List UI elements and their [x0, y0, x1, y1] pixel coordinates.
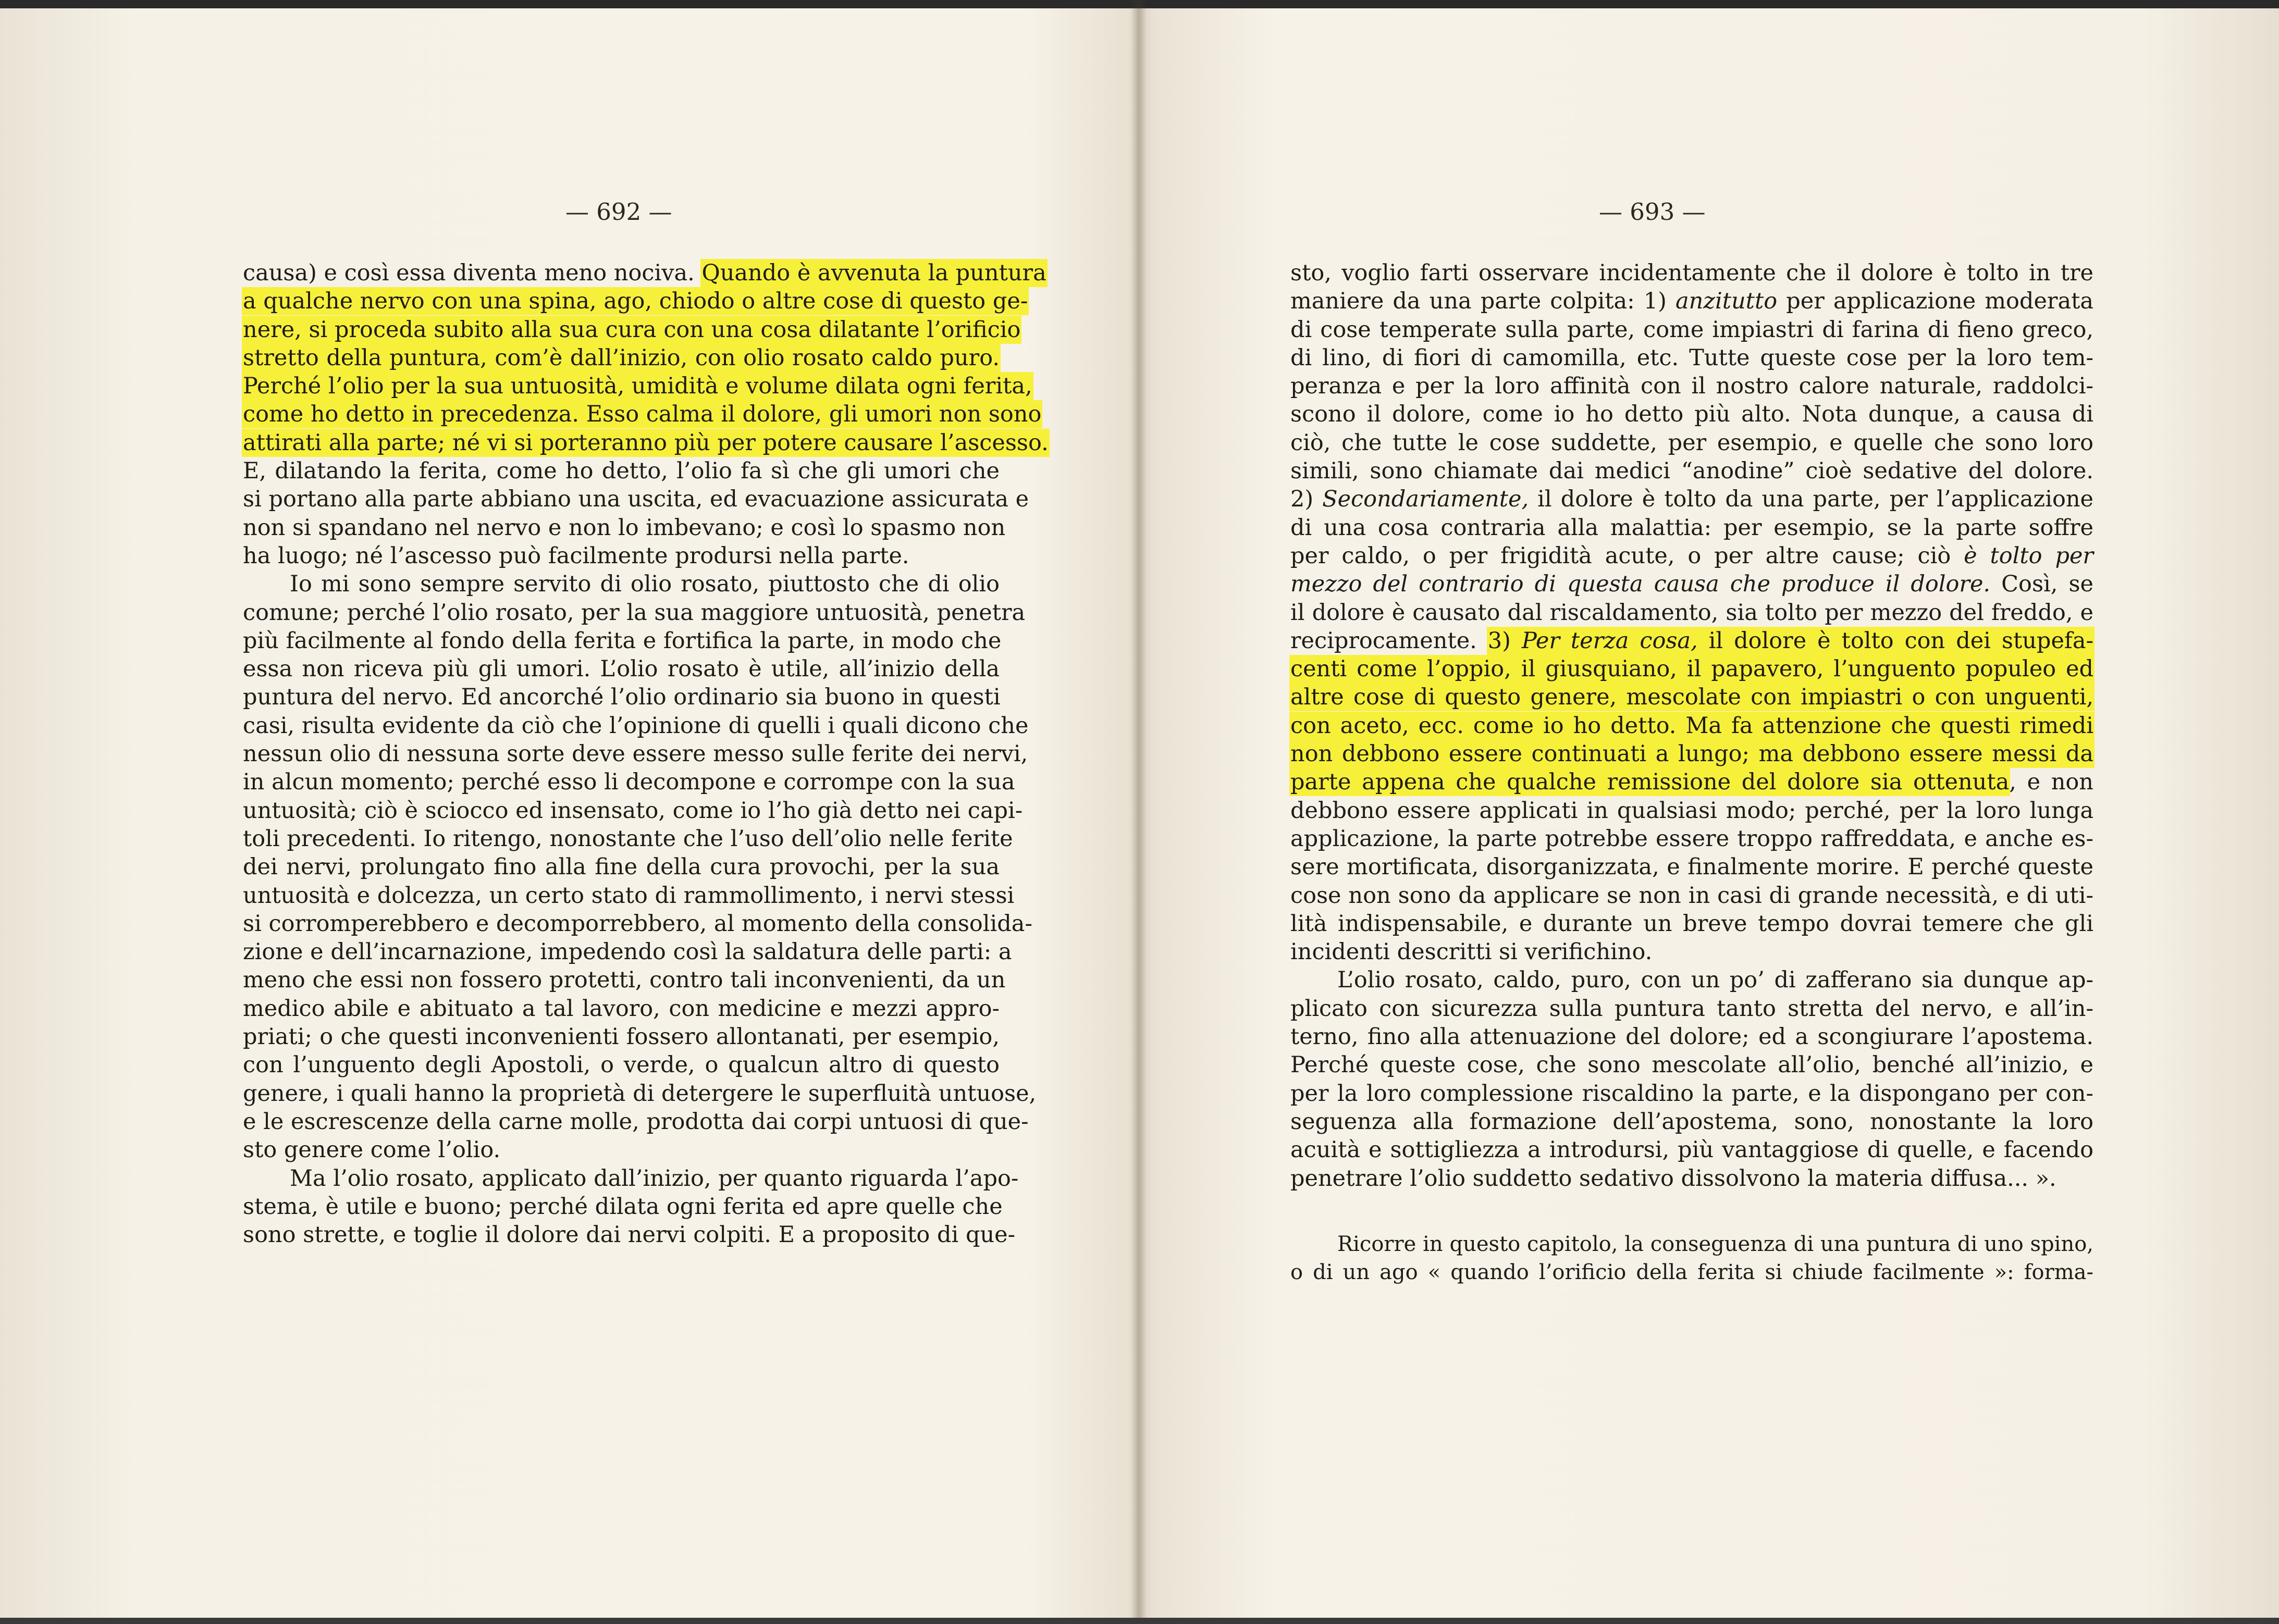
text-line — [243, 712, 1029, 740]
text-segment: ciò, che tutte le cose suddette, per esempio, e quelle che sono loro — [1290, 429, 2093, 456]
text-line — [243, 1136, 1000, 1164]
text-line — [1290, 966, 2093, 994]
text-segment: comune; perché l’olio rosato, per la sua maggiore untuosità, penetra — [243, 599, 1026, 626]
text-segment: sto genere come l’olio. — [243, 1137, 501, 1163]
text-segment: Secondariamente, — [1322, 486, 1529, 513]
text-segment: sono strette, e toglie il dolore dai nervi colpiti. E a proposito di que- — [243, 1222, 1016, 1248]
text-segment: , e non — [2009, 769, 2093, 796]
text-segment: applicazione, la parte potrebbe essere troppo raffreddata, e anche es- — [1290, 825, 2093, 852]
text-line — [243, 344, 1000, 372]
highlighted-text — [243, 401, 1041, 427]
right-page — [1140, 0, 2279, 1624]
text-segment: si corromperebbero e decomporrebbero, al momento della consolida- — [243, 910, 1032, 937]
text-line — [1290, 740, 2093, 768]
highlighted-text — [701, 260, 1046, 286]
text-line — [1290, 655, 2093, 683]
text-line — [1290, 287, 2093, 315]
text-segment: essa non riceva più gli umori. L’olio rosato è utile, all’inizio della — [243, 656, 1000, 683]
text-segment: plicato con sicurezza sulla puntura tanto stretta del nervo, e all’in- — [1290, 995, 2093, 1022]
text-line — [1290, 1259, 2093, 1287]
text-segment: meno che essi non fossero protetti, contro tali inconvenienti, da un — [243, 967, 1006, 994]
text-segment: attirati alla parte; né vi si porteranno più per potere causare l’ascesso. — [243, 429, 1049, 456]
right-page-text — [1290, 259, 2093, 1193]
text-segment: di cose temperate sulla parte, come impiastri di farina di fieno greco, — [1290, 316, 2093, 343]
text-segment: di una cosa contraria alla malattia: per esempio, se la parte soffre — [1290, 514, 2093, 541]
text-line — [243, 1080, 1037, 1108]
text-line — [243, 599, 1026, 627]
highlighted-text — [243, 345, 1000, 371]
text-segment: in alcun momento; perché esso li decompone e corrompe con la sua — [243, 769, 1015, 796]
text-line — [1290, 627, 2093, 655]
text-line — [243, 627, 1000, 655]
text-segment: Ricorre in questo capitolo, la conseguenza di una puntura di uno spino, — [1337, 1232, 2093, 1256]
text-segment: toli precedenti. Io ritengo, nonostante che l’uso dell’olio nelle ferite — [243, 825, 1013, 852]
text-segment: stretto della puntura, com’è dall’inizio, con olio rosato caldo puro. — [243, 344, 1000, 371]
highlighted-text — [1290, 713, 2093, 739]
text-segment: Ma l’olio rosato, applicato dall’inizio, per quanto riguarda l’apo- — [290, 1165, 1019, 1192]
text-line — [1290, 1108, 2093, 1136]
text-segment: con aceto, ecc. come io ho detto. Ma fa attenzione che questi rimedi — [1290, 712, 2093, 739]
text-line — [243, 683, 1000, 711]
text-line — [1290, 995, 2093, 1023]
text-line — [243, 966, 1006, 994]
text-segment: maniere da una parte colpita: 1) — [1290, 288, 1676, 315]
highlighted-text — [1290, 769, 2009, 795]
text-segment: puntura del nervo. Ed ancorché l’olio ordinario sia buono in questi — [243, 684, 1001, 711]
text-line — [1290, 485, 2093, 513]
text-line — [243, 400, 1042, 428]
text-line — [1290, 259, 2093, 287]
highlighted-text — [1290, 656, 2093, 682]
text-line — [243, 768, 1015, 796]
text-line — [1290, 514, 2093, 542]
text-line — [1290, 683, 2093, 711]
text-segment: stema, è utile e buono; perché dilata ogni ferita ed apre quelle che — [243, 1193, 1003, 1220]
text-line — [243, 910, 1032, 938]
text-line — [243, 797, 1023, 825]
text-segment: penetrare l’olio suddetto sedativo dissolvono la materia diffusa... ». — [1290, 1165, 2056, 1192]
text-segment: ha luogo; né l’ascesso può facilmente prodursi nella parte. — [243, 542, 909, 569]
text-segment: il dolore è tolto con dei stupefa- — [1697, 627, 2093, 654]
text-segment: Per terza cosa, — [1521, 627, 1698, 654]
text-segment: è tolto per — [1964, 542, 2093, 569]
highlighted-text — [1290, 684, 2093, 710]
text-segment: debbono essere applicati in qualsiasi modo; perché, per la loro lunga — [1290, 797, 2093, 824]
text-line — [1290, 542, 2093, 570]
text-segment: sto, voglio farti osservare incidentamente che il dolore è tolto in tre — [1290, 260, 2093, 286]
text-line — [243, 457, 1000, 485]
text-line — [243, 1193, 1003, 1221]
text-segment: di lino, di fiori di camomilla, etc. Tutte queste cose per la loro tem- — [1290, 344, 2093, 371]
text-line — [1290, 316, 2093, 344]
text-segment: per la loro complessione riscaldino la parte, e la dispongano per con- — [1290, 1080, 2093, 1107]
text-segment: con l’unguento degli Apostoli, o verde, o qualcun altro di questo — [243, 1052, 1000, 1078]
text-line — [1290, 1080, 2093, 1108]
text-segment: sere mortificata, disorganizzata, e finalmente morire. E perché queste — [1290, 854, 2093, 881]
text-line — [1290, 400, 2093, 428]
text-line — [243, 259, 1046, 287]
left-page — [0, 0, 1139, 1624]
left-page-text — [243, 259, 1049, 1249]
text-line — [243, 655, 1000, 683]
text-segment: nere, si proceda subito alla sua cura con una cosa dilatante l’orificio — [243, 316, 1021, 343]
text-line — [1290, 797, 2093, 825]
text-line — [1290, 825, 2093, 853]
text-segment: incidenti descritti si verifichino. — [1290, 939, 1653, 965]
text-segment: parte appena che qualche remissione del dolore sia ottenuta — [1290, 769, 2010, 796]
text-segment: il dolore è causato dal riscaldamento, sia tolto per mezzo del freddo, e — [1290, 599, 2093, 626]
text-line — [1290, 344, 2093, 372]
text-line — [243, 429, 1049, 457]
text-segment: più facilmente al fondo della ferita e fortifica la parte, in modo che — [243, 627, 1002, 654]
text-segment: zione e dell’incarnazione, impedendo così la saldatura delle parti: a — [243, 939, 1012, 965]
text-line — [243, 372, 1032, 400]
text-segment: a qualche nervo con una spina, ago, chiodo o altre cose di questo ge- — [243, 288, 1028, 315]
text-line — [1290, 1023, 2093, 1051]
text-segment: terno, fino alla attenuazione del dolore; ed a scongiurare l’apostema. — [1290, 1024, 2093, 1050]
page-number-right: — 693 — — [1599, 198, 1706, 226]
text-segment: e le escrescenze della carne molle, prodotta dai corpi untuosi di que- — [243, 1108, 1029, 1135]
text-segment: Così, se — [1990, 571, 2093, 598]
text-line — [1290, 853, 2093, 881]
highlighted-text — [1290, 741, 2093, 767]
text-segment: cose non sono da applicare se non in casi di grande necessità, e di uti- — [1290, 882, 2093, 909]
text-segment: altre cose di questo genere, mescolate con impiastri o con unguenti, — [1290, 684, 2093, 711]
page-number-left: — 692 — — [565, 198, 672, 226]
text-line — [243, 740, 1028, 768]
text-segment: per applicazione moderata — [1777, 288, 2093, 315]
text-line — [243, 287, 1028, 315]
text-line — [243, 570, 1000, 598]
text-line — [243, 995, 1000, 1023]
text-segment: casi, risulta evidente da ciò che l’opinione di quelli i quali dicono che — [243, 712, 1029, 739]
text-line — [1290, 372, 2093, 400]
text-line — [243, 1221, 1016, 1249]
text-segment: genere, i quali hanno la proprietà di detergere le superfluità untuose, — [243, 1080, 1037, 1107]
text-segment: peranza e per la loro affinità con il nostro calore naturale, raddolci- — [1290, 373, 2093, 400]
text-line — [1290, 938, 2093, 966]
highlighted-text — [1488, 628, 2093, 654]
text-segment: si portano alla parte abbiano una uscita, ed evacuazione assicurata e — [243, 486, 1029, 513]
text-segment: per caldo, o per frigidità acute, o per altre cause; ciò — [1290, 542, 1964, 569]
text-segment: scono il dolore, come io ho detto più alto. Nota dunque, a causa di — [1290, 401, 2093, 428]
text-line — [243, 1164, 1019, 1193]
text-segment: Perché queste cose, che sono mescolate all’olio, benché all’inizio, e — [1290, 1052, 2093, 1078]
text-segment: priati; o che questi inconvenienti fossero allontanati, per esempio, — [243, 1024, 1000, 1050]
text-segment: 3) — [1487, 627, 1522, 654]
text-line — [243, 825, 1013, 853]
text-line — [1290, 1231, 2093, 1259]
footnote — [1290, 1231, 2093, 1288]
highlighted-text — [243, 317, 1020, 343]
highlighted-text — [243, 430, 1049, 456]
text-segment: reciprocamente. — [1290, 627, 1488, 654]
highlighted-text — [243, 288, 1028, 314]
text-segment: dei nervi, prolungato fino alla fine della cura provochi, per la sua — [243, 854, 1000, 881]
text-segment: o di un ago « quando l’orificio della ferita si chiude facilmente »: forma- — [1290, 1260, 2093, 1285]
text-line — [243, 542, 1000, 570]
text-line — [1290, 910, 2093, 938]
text-segment: centi come l’oppio, il giusquiano, il papavero, l’unguento populeo ed — [1290, 656, 2093, 683]
text-segment: lità indispensabile, e durante un breve tempo dovrai temere che gli — [1290, 910, 2093, 937]
text-segment: untuosità; ciò è sciocco ed insensato, come io l’ho già detto nei capi- — [243, 797, 1023, 824]
scan-edge-bottom — [0, 1618, 2279, 1624]
text-line — [1290, 457, 2093, 485]
text-segment: come ho detto in precedenza. Esso calma il dolore, gli umori non sono — [243, 401, 1042, 428]
text-line — [243, 938, 1012, 966]
text-line — [243, 1108, 1029, 1136]
text-segment: E, dilatando la ferita, come ho detto, l’olio fa sì che gli umori che — [243, 458, 1000, 485]
text-segment: causa) e così essa diventa meno nociva. — [243, 260, 702, 286]
text-segment: acuità e sottigliezza a introdursi, più vantaggiose di quelle, e facendo — [1290, 1137, 2093, 1163]
text-line — [243, 514, 1006, 542]
highlighted-text — [243, 373, 1032, 399]
text-segment: Io mi sono sempre servito di olio rosato, piuttosto che di olio — [290, 571, 1000, 598]
text-segment: simili, sono chiamate dai medici “anodine” cioè sedative del dolore. — [1290, 458, 2093, 485]
text-segment: Perché l’olio per la sua untuosità, umidità e volume dilata ogni ferita, — [243, 373, 1032, 400]
text-line — [243, 1023, 1000, 1051]
text-line — [1290, 882, 2093, 910]
text-segment: nessun olio di nessuna sorte deve essere messo sulle ferite dei nervi, — [243, 741, 1028, 767]
text-line — [1290, 712, 2093, 740]
text-segment: L’olio rosato, caldo, puro, con un po’ di zafferano sia dunque ap- — [1337, 967, 2093, 994]
text-line — [243, 853, 1000, 881]
text-segment: Quando è avvenuta la puntura — [701, 260, 1046, 286]
text-segment: 2) — [1290, 486, 1323, 513]
text-line — [1290, 429, 2093, 457]
text-line — [243, 485, 1029, 513]
text-line — [1290, 1136, 2093, 1164]
text-line — [1290, 768, 2093, 796]
text-line — [1290, 1051, 2093, 1079]
text-line — [1290, 570, 2093, 598]
text-line — [243, 882, 1015, 910]
text-segment: anzitutto — [1675, 288, 1778, 315]
text-segment: non si spandano nel nervo e non lo imbevano; e così lo spasmo non — [243, 514, 1006, 541]
text-segment: medico abile e abituato a tal lavoro, con medicine e mezzi appro- — [243, 995, 1000, 1022]
text-segment: il dolore è tolto da una parte, per l’applicazione — [1529, 486, 2093, 513]
text-line — [1290, 1164, 2093, 1193]
text-line — [243, 316, 1021, 344]
text-segment: seguenza alla formazione dell’apostema, sono, nonostante la loro — [1290, 1108, 2093, 1135]
text-segment: non debbono essere continuati a lungo; ma debbono essere messi da — [1290, 741, 2093, 767]
text-line — [1290, 599, 2093, 627]
text-line — [243, 1051, 1000, 1079]
text-segment: mezzo del contrario di questa causa che produce il dolore. — [1290, 571, 1991, 598]
text-segment: untuosità e dolcezza, un certo stato di rammollimento, i nervi stessi — [243, 882, 1015, 909]
